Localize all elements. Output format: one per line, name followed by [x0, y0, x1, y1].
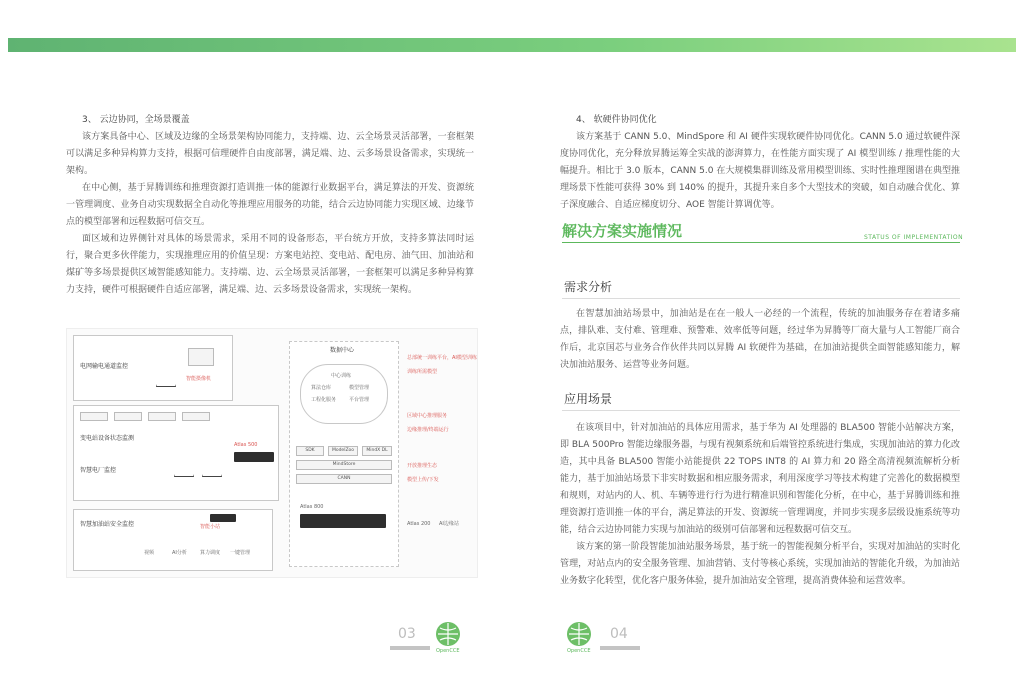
note-1: 总部统一训练平台，AI模型训练: [407, 355, 477, 361]
right-logo-caption: OpenCCE: [567, 648, 591, 654]
substation-tower-icon-1: [174, 448, 194, 477]
note-2: 训练所需模型: [407, 369, 438, 375]
left-heading: 3、 云边协同，全场景覆盖: [82, 115, 190, 125]
right-footer-bar: [600, 646, 640, 650]
opencce-logo-icon: [434, 620, 462, 648]
substation-tower-icon-2: [202, 448, 222, 477]
edge-label-1: 智能摄像机: [186, 376, 212, 382]
scenario-box-1: [73, 335, 233, 401]
edge-label-atlas200: Atlas 200: [407, 521, 431, 527]
scenario-label-1: 电网输电通道监控: [80, 363, 129, 370]
right-heading: 4、 软硬件协同优化: [576, 115, 657, 125]
power-tower-icon: [156, 358, 176, 387]
edge-label-3: 智能小站: [200, 524, 221, 530]
edge-label-2: Atlas 500: [234, 442, 258, 448]
edge-box-device-icon: [210, 514, 236, 522]
mini-tag-4: [182, 412, 210, 421]
note-4: 边缘推理/终端运行: [407, 427, 449, 433]
cloud-item-2: 算法仓库: [311, 385, 332, 391]
left-paragraph-2: 在中心侧，基于昇腾训练和推理资源打造训推一体的能源行业数据平台，满足算法的开发、资源统一管理调度、业务自动实现数据全自动化等推理应用服务的功能，结合云边协同能力实现区域、边缘节点的模型部署和远程数据可信交互。: [66, 183, 474, 227]
cloud-item-4: 工程化服务: [311, 397, 337, 403]
scenario-label-4: 智慧加油站安全监控: [80, 521, 135, 528]
bottom-label-4: 一键管理: [230, 550, 251, 556]
stack-modelzoo: ModelZoo: [328, 446, 358, 456]
note-6: 模型上传/下发: [407, 477, 439, 483]
demand-title: 需求分析: [564, 280, 613, 294]
cloud-item-1: 中心训练: [331, 373, 352, 379]
mini-tag-1: [80, 412, 108, 421]
bottom-label-1: 视频: [144, 550, 155, 556]
top-accent-bar: [8, 38, 1016, 52]
scenario-box-2: [73, 405, 279, 501]
left-logo-caption: OpenCCE: [436, 648, 460, 654]
scene-divider: [562, 410, 960, 411]
section-title: 解决方案实施情况: [562, 222, 683, 240]
left-page-number: 03: [398, 626, 416, 642]
left-footer-bar: [390, 646, 430, 650]
mini-tag-2: [114, 412, 142, 421]
mini-tag-3: [148, 412, 176, 421]
bottom-label-3: 算力调度: [200, 550, 221, 556]
architecture-diagram: [66, 328, 478, 578]
left-text-column: [66, 112, 474, 299]
note-5: 开放推理生态: [407, 463, 438, 469]
cloud-item-5: 平台管理: [349, 397, 370, 403]
left-paragraph-3: 面区域和边界侧针对具体的场景需求，采用不同的设备形态，平台统方开放，支持多算法同时运行，聚合更多伙伴能力，实现推理应用的价值呈现：方案电站控、变电站、配电房、油气田、加油站和煤矿等多场景提供区域智能感知能力。支持端、边、云全场景灵活部署，一套框架可以满足多种异构算力支持，硬件可根据硬件自适应部署，满足端、边、云多场景设备需求，实现统一架构。: [66, 234, 474, 295]
camera-device-icon: [188, 348, 214, 366]
right-page-number: 04: [610, 626, 628, 642]
scene-text-1: 在该项目中，针对加油站的具体应用需求，基于华为 AI 处理器的 BLA500 智能小站解决方案，即 BLA 500Pro 智能边缘服务器，与现有视频系统和后端管控系统进行集成，实现加油站的算力化改造，其中具备 BLA500 智能小站能提供 22 TOPS INT8 的 AI 算力和 20 路全高清视频流解析分析能力，基于加油站场景下非实时数据和相应服务需求，利用深度学习等技术构建了完善化的数据模型和规则，对站内的人、机、车辆等进行行为进行精准识别和智能化分析，在中心，基于昇腾训练和推理资源打造训推一体的平台，满足算法的开发、资源统一管理调度，并同步实现多层级设施系统等功能，结合云边协同能力实现与加油站的级别可信部署和远程数据可信交互。: [560, 423, 960, 535]
scenario-box-3: [73, 509, 273, 571]
cloud-item-3: 模型管理: [349, 385, 370, 391]
scenario-label-3: 智慧电厂监控: [80, 467, 117, 474]
right-paragraph: 该方案基于 CANN 5.0、MindSpore 和 AI 硬件实现软硬件协同优化。CANN 5.0 通过软硬件深度协同优化，充分释放昇腾运筹全实战的澎湃算力，在性能方面实现了 AI 模型训练 / 推理性能的大幅提升。相比于 3.0 版本，CANN 5.0 在大规模集群训练及常用模型训练、实时性推理图谱在典型推理场景下性能可获得 30% 到 140% 的提升，其提升来自多个大型技术的突破，如自动融合优化、算子深度融合、自适应梯度切分、AOE 智能计算调优等。: [560, 132, 960, 210]
data-center-title: 数据中心: [330, 347, 355, 354]
demand-divider: [562, 298, 960, 299]
opencce-logo-icon-right: [565, 620, 593, 648]
atlas-label: Atlas 800: [300, 504, 324, 510]
stack-sdk: SDK: [296, 446, 324, 456]
left-paragraph-1: 该方案具备中心、区域及边缘的全场景架构协同能力，支持端、边、云全场景灵活部署，一套框架可以满足多种异构算力支持，根据可信理硬件自由度部署，满足端、边、云多场景设备需求，实现统一架构。: [66, 132, 474, 176]
demand-block: [560, 306, 960, 374]
server-device-icon: [234, 452, 274, 462]
scenario-label-2: 变电站设备状态监测: [80, 435, 135, 442]
stack-mindxdl: MindX DL: [362, 446, 392, 456]
scene-text-2: 该方案的第一阶段智能加油站服务场景，基于统一的智能视频分析平台，实现对加油站的实时化管理，对站点内的安全服务管理、加油营销、支付等核心系统，实现加油站的智能化升级，为加油站业务数字化转型，优化客户服务体验，提升加油站安全管理，提高消费体验和运营效率。: [560, 542, 960, 586]
stack-cann: CANN: [296, 474, 392, 484]
section-divider: [562, 242, 960, 243]
edge-label-station: AI边缘站: [439, 521, 459, 527]
cloud-shape: [300, 364, 388, 424]
data-center-box: [289, 341, 399, 567]
note-3: 区域中心推理服务: [407, 413, 448, 419]
bottom-label-2: AI分析: [172, 550, 187, 556]
right-text-column: [560, 112, 960, 214]
scene-block: [560, 420, 960, 590]
atlas-server-icon: [300, 514, 386, 528]
section-label-en: STATUS OF IMPLEMENTATION: [864, 234, 964, 241]
scene-title: 应用场景: [564, 392, 613, 406]
demand-text: 在智慧加油站场景中，加油站是在在一般人一必经的一个流程，传统的加油服务存在着诸多痛点，排队难、支付难、管理难、预警难、效率低等问题，经过华为昇腾等厂商大量与人工智能厂商合作后，北京国芯与业务合作伙伴共同以昇腾 AI 软硬件为基础，在加油站提供全面智能感知能力，解决加油站服务、运营等业务问题。: [560, 309, 960, 370]
stack-mindstore: MindStore: [296, 460, 392, 470]
